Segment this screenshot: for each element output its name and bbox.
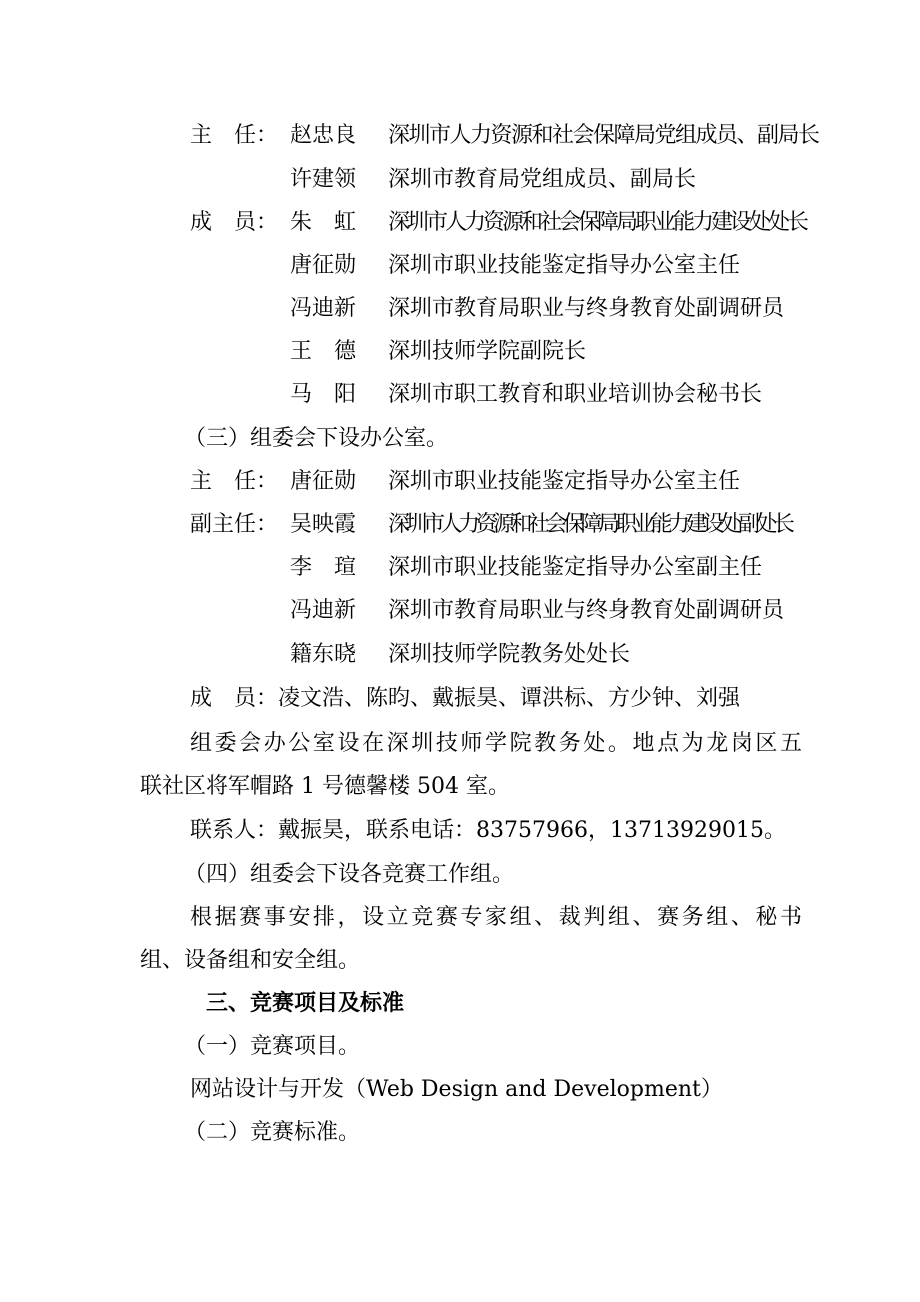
member-name: 籍东晓 (290, 642, 357, 667)
member-title: 深圳市教育局党组成员、副局长 (388, 167, 697, 192)
member-title: 深圳市职业技能鉴定指导办公室副主任 (388, 555, 763, 580)
groups-line-1: 根据赛事安排，设立竞赛专家组、裁判组、赛务组、秘书 (190, 905, 802, 930)
member-title: 深圳市教育局职业与终身教育处副调研员 (388, 598, 785, 623)
committee-row (0, 332, 920, 372)
section-heading-row (0, 419, 920, 459)
office-members-row (0, 679, 920, 719)
item-heading: （一）竞赛项目。 (184, 1034, 361, 1059)
member-name: 朱 虹 (290, 210, 357, 235)
member-name: 唐征勋 (290, 469, 357, 494)
member-title: 深圳市教育局职业与终身教育处副调研员 (388, 296, 785, 321)
member-name: 冯迪新 (290, 598, 357, 623)
section-heading: （三）组委会下设办公室。 (184, 426, 449, 451)
office-row (0, 548, 920, 588)
office-row (0, 635, 920, 675)
committee-row (0, 203, 920, 243)
office-row (0, 591, 920, 631)
member-title: 深圳市职业技能鉴定指导办公室主任 (388, 469, 741, 494)
member-name: 马 阳 (290, 382, 357, 407)
committee-row (0, 375, 920, 415)
member-title: 深圳市人力资源和社会保障局职业能力建设处副处长 (388, 512, 791, 537)
role-label: 副主任： (190, 512, 279, 537)
groups-row (0, 898, 920, 938)
contact-row (0, 811, 920, 851)
member-name: 李 瑄 (290, 555, 357, 580)
committee-row (0, 289, 920, 329)
member-name: 赵忠良 (290, 123, 357, 148)
member-title: 深圳市职工教育和职业培训协会秘书长 (388, 382, 763, 407)
groups-row (0, 941, 920, 981)
member-title: 深圳技师学院副院长 (388, 339, 587, 364)
contact-info: 联系人：戴振昊，联系电话：83757966，13713929015。 (190, 818, 786, 843)
chapter-heading: 三、竞赛项目及标准 (206, 991, 405, 1016)
role-label: 主 任： (190, 123, 279, 148)
item-content-row (0, 1070, 920, 1110)
chapter-heading-row (0, 984, 920, 1024)
location-line-1: 组委会办公室设在深圳技师学院教务处。地点为龙岗区五 (190, 731, 802, 756)
member-name: 许建领 (290, 167, 357, 192)
member-name: 唐征勋 (290, 253, 357, 278)
committee-row (0, 160, 920, 200)
member-title: 深圳技师学院教务处处长 (388, 642, 631, 667)
item-heading-row (0, 1027, 920, 1067)
item-heading: （二）竞赛标准。 (184, 1120, 361, 1145)
member-name: 王 德 (290, 339, 357, 364)
item-content: 网站设计与开发（Web Design and Development） (190, 1077, 723, 1102)
office-members: 成 员：凌文浩、陈昀、戴振昊、谭洪标、方少钟、刘强 (190, 686, 741, 711)
office-row (0, 462, 920, 502)
role-label: 主 任： (190, 469, 279, 494)
office-row (0, 505, 920, 545)
location-line-2: 联社区将军帽路 1 号德馨楼 504 室。 (140, 774, 510, 799)
committee-row (0, 246, 920, 286)
section-heading: （四）组委会下设各竞赛工作组。 (184, 862, 515, 887)
section-heading-row (0, 855, 920, 895)
member-title: 深圳市职业技能鉴定指导办公室主任 (388, 253, 741, 278)
member-name: 吴映霞 (290, 512, 357, 537)
member-title: 深圳市人力资源和社会保障局职业能力建设处处长 (388, 210, 807, 235)
committee-row (0, 116, 920, 156)
role-label: 成 员： (190, 210, 279, 235)
member-name: 冯迪新 (290, 296, 357, 321)
location-row (0, 767, 920, 807)
groups-line-2: 组、设备组和安全组。 (140, 948, 361, 973)
item-heading-row (0, 1113, 920, 1153)
member-title: 深圳市人力资源和社会保障局党组成员、副局长 (388, 123, 819, 148)
location-row (0, 724, 920, 764)
